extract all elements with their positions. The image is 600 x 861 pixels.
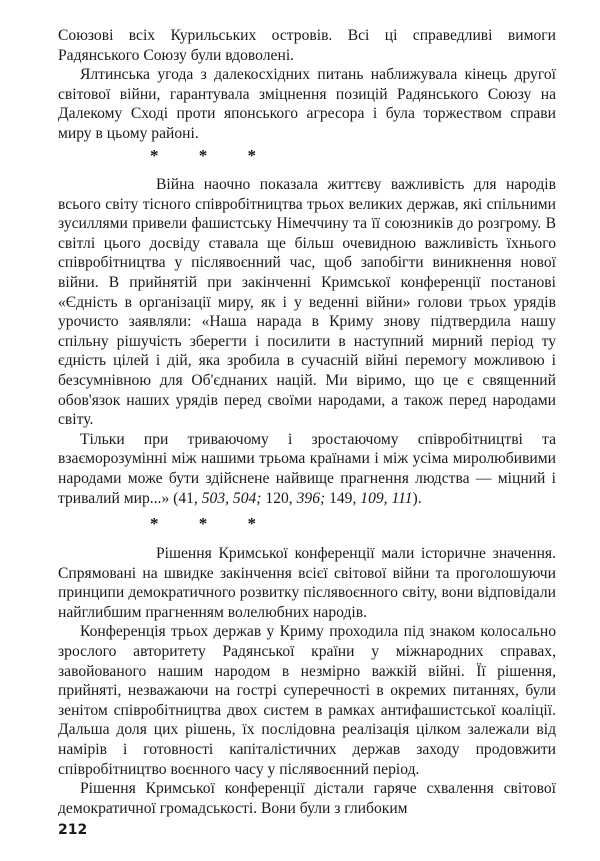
- section-separator: * * *: [150, 514, 274, 533]
- citation-pages: 109, 111: [360, 489, 413, 507]
- paragraph: Конференція трьох держав у Криму проходила під знаком колосально зрослого авторитету Радянської країни у міжнародних справах, завойованого нашим народом в незмірно важкій війні. Її рішення, прийняті, незважаючи на гострі суперечності в окремих питаннях, були зенітом співробітництва двох систем в рамках антифашистської коаліції. Дальша доля цих рішень, їх послідовна реалізація цілком залежали від намірів і готовності капіталістичних держав заходу продовжити співробітництво воєнного часу у післявоєнний період.: [58, 623, 556, 778]
- section-1-text: [58, 26, 556, 144]
- paragraph: Союзові всіх Курильських островів. Всі ці справедливі вимоги Радянського Союзу були вдоволені.: [58, 27, 556, 64]
- paragraph-text: Тільки при триваючому і зростаючому співробітництві та взаєморозумінні між нашими трьома країнами і між усіма миролюбивими народами може бути здійснене найвище прагнення людства — міцний і тривалий мир...» (41,: [58, 430, 556, 507]
- page-number: 212: [58, 822, 88, 838]
- citation-pages: 503, 504;: [201, 489, 262, 507]
- section-3-text: [58, 544, 556, 818]
- citation-end: ).: [412, 489, 422, 507]
- citation-sep: 120,: [261, 489, 297, 507]
- paragraph: Рішення Кримської конференції дістали гаряче схвалення світової демократичної громадськості. Вони були з глибоким: [58, 780, 556, 817]
- citation-pages: 396;: [296, 489, 326, 507]
- paragraph: Рішення Кримської конференції мали історичне значення. Спрямовані на швидке закінчення всієї світової війни та проголошуючи принципи демократичного розвитку післявоєнного світу, вони відповідали найглибшим прагненням волелюбних народів.: [58, 545, 556, 621]
- paragraph-with-citation: [58, 430, 556, 508]
- section-separator: * * *: [150, 146, 274, 165]
- paragraph: Ялтинська угода з далекосхідних питань наближувала кінець другої світової війни, гарантувала зміцнення позицій Радянського Союзу на Далекому Сході проти японського агресора і була торжеством справи миру в цьому районі.: [58, 66, 556, 142]
- section-2-text: [58, 175, 556, 508]
- citation-sep: 149,: [325, 489, 361, 507]
- paragraph: Війна наочно показала життєву важливість для народів всього світу тісного співробітництва трьох великих держав, які спільними зусиллями привели фашистську Німеччину та її союзників до розгрому. В світлі цього досвіду ставала ще більш очевидною важливість їхнього співробітництва у післявоєнний час, щоб запобігти виникнення нової війни. В прийнятій при закінченні Кримської конференції постанові «Єдність в організації миру, як і у веденні війни» голови трьох урядів урочисто заявляли: «Наша нарада в Криму знову підтвердила нашу спільну рішучість зберегти і посилити в наступний мирний період ту єдність цілей і дій, яка зробила в сучасній війні перемогу можливою і безсумнівною для Об'єднаних націй. Ми віримо, що це є священний обов'язок наших урядів перед своїми народами, а також перед народами світу.: [58, 176, 556, 429]
